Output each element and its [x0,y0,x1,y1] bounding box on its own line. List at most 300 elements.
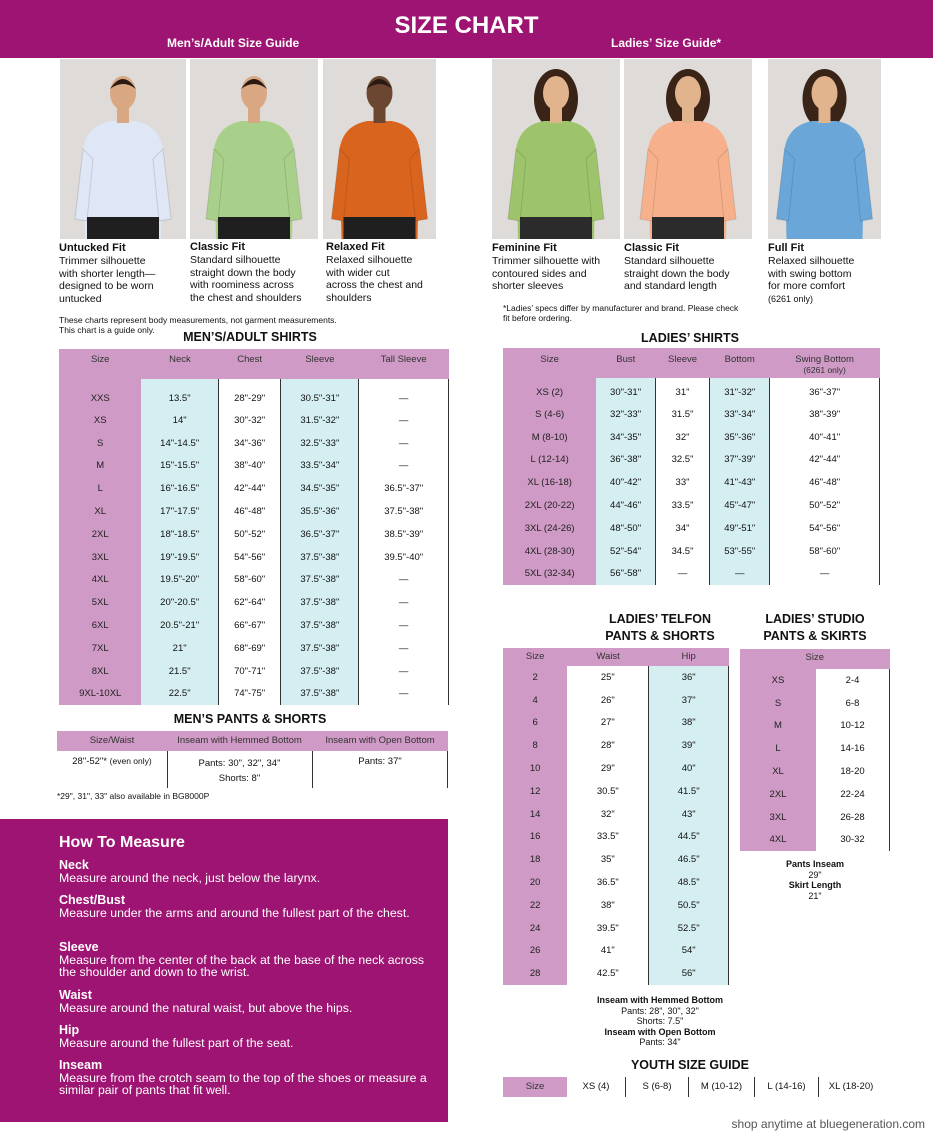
pants-hemmed-line: Pants: 30", 32", 34" [198,758,281,769]
table-cell: 56" [649,962,729,985]
table-row [503,734,729,757]
telfon-title-line: LADIES’ TELFON [608,612,712,626]
table-cell: 50.5" [649,894,729,917]
table-cell: 39.5" [567,917,648,940]
table-cell: XS [740,669,816,692]
table-cell: 33.5"-34" [281,455,359,478]
telfon-note: Inseam with Hemmed Bottom [596,995,724,1005]
ladies-shirts-table [503,348,880,585]
fit-desc-line: straight down the body [624,267,730,280]
table-row [740,760,890,783]
table-cell: 31.5"-32" [281,409,359,432]
fit-caption-classic-mens [190,241,325,305]
table-cell: 4XL [740,829,816,852]
table-cell: 34.5"-35" [281,477,359,500]
mens-shirts-table [59,349,449,705]
mens-pants-title: MEN’S PANTS & SHORTS [173,712,327,726]
fit-desc-line: across the chest and [326,279,423,292]
table-cell: 52"-54" [596,540,655,563]
table-cell: — [359,660,449,683]
table-cell: 37.5"-38" [281,591,359,614]
fit-desc-line: shoulders [326,292,372,305]
table-cell: 32.5"-33" [281,432,359,455]
table-row [503,894,729,917]
table-cell: 37.5"-38" [359,500,449,523]
photo-classic-fit-ladies [624,59,752,239]
table-cell: S [59,432,141,455]
table-cell: 20 [503,871,567,894]
column-header: Chest [218,349,281,379]
table-cell: 18 [503,848,567,871]
pants-footnote: *29", 31", 33" also available in BG8000P [57,791,210,801]
youth-size-cell: S (6-8) [626,1077,689,1097]
table-cell: 46.5" [649,848,729,871]
studio-note: Skirt Length [788,880,842,890]
table-cell: 37.5"-38" [281,660,359,683]
table-row [503,449,880,472]
table-cell: 56"-58" [596,563,655,586]
column-header: Bust [596,348,655,378]
footer-url: shop anytime at bluegeneration.com [731,1117,925,1131]
table-cell: 32.5" [655,449,709,472]
measure-text: Measure from the center of the back at the base of the neck across the shoulder and down to the wrist. [59,952,425,979]
youth-size-cell: XL (18-20) [828,1081,874,1092]
fit-desc-line: Standard silhouette [190,253,281,266]
measure-item-neck [59,859,429,884]
table-row [503,517,880,540]
column-header: Bottom [710,348,770,378]
table-cell: 38" [649,712,729,735]
fit-desc-line: the chest and shoulders [190,292,302,305]
table-cell: 37.5"-38" [281,546,359,569]
pants-hemmed-cell [167,756,312,786]
fit-caption-feminine [492,242,622,293]
table-cell: 44.5" [649,826,729,849]
studio-note: 21" [808,890,822,901]
table-row [59,409,449,432]
table-row [503,403,880,426]
table-cell: 37.5"-38" [281,683,359,706]
photo-full-fit [768,59,881,239]
table-row [503,689,729,712]
table-cell: 3XL [740,806,816,829]
table-cell: 8 [503,734,567,757]
mens-pants-table [57,731,448,788]
table-cell: 25" [567,666,648,689]
table-cell: XL (16-18) [503,471,596,494]
table-cell: 2XL [740,783,816,806]
fit-caption-untucked [59,242,189,306]
fit-name: Classic Fit [624,242,680,254]
column-header: Sleeve [655,348,709,378]
table-row [740,737,890,760]
table-row [59,523,449,546]
table-cell: 17"-17.5" [141,500,218,523]
table-row [59,432,449,455]
table-cell: 36.5" [567,871,648,894]
table-cell: 54"-56" [218,546,281,569]
note-line: *Ladies’ specs differ by manufacturer and brand. Please check [503,303,739,313]
table-row [59,569,449,592]
studio-title-line: PANTS & SKIRTS [763,629,867,643]
telfon-note: Pants: 28", 30", 32" [621,1005,699,1016]
studio-note: 29" [808,869,822,880]
measure-name: Neck [59,858,89,872]
column-subheader: (6261 only) [803,365,846,375]
table-cell: 38"-40" [218,455,281,478]
table-row [59,546,449,569]
table-cell: 8XL [59,660,141,683]
table-cell: XL [740,760,816,783]
note-line: These charts represent body measurements, not garment measurements. [59,315,337,325]
table-cell: — [359,455,449,478]
table-cell: 6 [503,712,567,735]
table-cell: 30-32 [816,829,890,852]
youth-table [503,1077,883,1097]
table-cell: 2-4 [816,669,890,692]
table-cell: 54"-56" [770,517,880,540]
column-header: Hip [649,648,729,666]
fit-desc-line: Standard silhouette [624,254,715,267]
table-cell: S (4-6) [503,403,596,426]
table-cell: 26 [503,940,567,963]
youth-title: YOUTH SIZE GUIDE [630,1058,750,1072]
fit-name: Untucked Fit [59,242,126,254]
table-cell: 32" [567,803,648,826]
table-cell: 41" [567,940,648,963]
table-cell: 48.5" [649,871,729,894]
table-cell: 12 [503,780,567,803]
table-cell: 66"-67" [218,614,281,637]
table-cell: 28 [503,962,567,985]
studio-note: Pants Inseam [785,859,845,869]
table-row [503,666,729,689]
table-cell: 2XL [59,523,141,546]
how-to-measure-panel [0,819,448,1122]
table-cell: 32" [655,426,709,449]
youth-size-label: Size [503,1077,567,1097]
studio-table [740,649,890,851]
header-banner [0,0,933,58]
ladies-shirts-title: LADIES’ SHIRTS [641,331,739,345]
table-row [503,494,880,517]
fit-caption-classic-ladies [624,242,759,293]
table-cell: 32"-33" [596,403,655,426]
measure-item-inseam [59,1059,429,1097]
table-cell: 3XL (24-26) [503,517,596,540]
table-cell: 28" [567,734,648,757]
table-cell: 30.5" [567,780,648,803]
table-cell: 35" [567,848,648,871]
column-header: Neck [141,349,218,379]
table-cell: 58"-60" [218,569,281,592]
table-cell: M (8-10) [503,426,596,449]
pants-header-hemmed: Inseam with Hemmed Bottom [177,735,302,746]
table-cell: 22 [503,894,567,917]
table-cell: 22-24 [816,783,890,806]
table-cell: 40"-41" [770,426,880,449]
table-cell: 2 [503,666,567,689]
table-row [503,962,729,985]
fit-desc-line: with shorter length— [59,267,156,280]
table-cell: — [359,379,449,409]
table-cell: 53"-55" [710,540,770,563]
table-cell: 22.5" [141,683,218,706]
header-row [503,648,729,666]
table-cell: 70"-71" [218,660,281,683]
table-cell: 34"-36" [218,432,281,455]
measure-item-hip [59,1024,429,1049]
table-cell: 36"-37" [770,378,880,403]
mens-guide-label: Men’s/Adult Size Guide [167,36,300,50]
table-row [503,471,880,494]
table-cell: 49"-51" [710,517,770,540]
table-cell: 40"-42" [596,471,655,494]
table-cell: 36" [649,666,729,689]
photo-classic-fit-mens [190,59,318,239]
measure-name: Chest/Bust [59,893,125,907]
table-cell: 21" [141,637,218,660]
youth-size-cell: L (14-16) [755,1077,819,1097]
table-cell: 39" [649,734,729,757]
table-row [59,614,449,637]
header-row [503,348,880,378]
table-cell: — [359,683,449,706]
table-cell: 20.5"-21" [141,614,218,637]
table-cell: 26" [567,689,648,712]
table-cell: 6-8 [816,692,890,715]
table-row [503,940,729,963]
table-row [740,783,890,806]
studio-notes [740,859,890,901]
telfon-note: Inseam with Open Bottom [604,1026,716,1037]
how-to-measure-title: How To Measure [59,834,185,851]
table-cell: 42"-44" [770,449,880,472]
telfon-title-line: PANTS & SHORTS [605,629,715,643]
measure-text: Measure from the crotch seam to the top of the shoes or measure a similar pair of pants that fit well. [59,1070,427,1097]
fit-desc-line: and standard length [624,280,717,293]
table-row [503,757,729,780]
table-cell: 36"-38" [596,449,655,472]
fit-name: Full Fit [768,242,805,254]
table-row [59,660,449,683]
table-row [503,563,880,586]
table-cell: XS [59,409,141,432]
table-cell: 31" [655,378,709,403]
table-cell: 36.5"-37" [281,523,359,546]
fit-desc-line: Relaxed silhouette [768,254,855,267]
table-row [740,829,890,852]
fit-desc-line: with wider cut [326,266,390,279]
pants-size-value: 28"-52"* [72,756,108,767]
measure-name: Waist [59,988,92,1002]
table-cell: 41"-43" [710,471,770,494]
table-cell: 37" [649,689,729,712]
table-cell: 18-20 [816,760,890,783]
fit-name: Relaxed Fit [326,241,385,253]
header-row [740,649,890,669]
table-row [503,826,729,849]
table-row [503,426,880,449]
fit-desc-line: untucked [59,293,102,306]
table-cell: — [359,569,449,592]
header-row [59,349,449,379]
studio-title [730,611,900,645]
table-cell: — [655,563,709,586]
table-cell: 41.5" [649,780,729,803]
column-header: Size [503,348,596,378]
studio-title-line: LADIES’ STUDIO [765,612,865,626]
table-cell: 15"-15.5" [141,455,218,478]
mens-shirts-title: MEN’S/ADULT SHIRTS [183,330,317,344]
table-row [59,637,449,660]
table-cell: 38.5"-39" [359,523,449,546]
table-cell: XS (2) [503,378,596,403]
fit-desc-line: Trimmer silhouette [59,254,146,267]
youth-size-cell: M (10-12) [689,1077,755,1097]
pants-hemmed-line: Shorts: 8" [218,773,261,784]
note-line: This chart is a guide only. [59,325,155,335]
table-row [503,780,729,803]
fit-name: Classic Fit [190,241,246,253]
table-cell: 43" [649,803,729,826]
table-cell: 35"-36" [710,426,770,449]
photo-relaxed-fit [323,59,436,239]
table-cell: 13.5" [141,379,218,409]
table-cell: 5XL [59,591,141,614]
fit-desc-line: shorter sleeves [492,280,564,293]
table-cell: 9XL-10XL [59,683,141,706]
table-cell: 16"-16.5" [141,477,218,500]
table-cell: 5XL (32-34) [503,563,596,586]
table-cell: 30"-32" [218,409,281,432]
table-cell: 6XL [59,614,141,637]
measure-item-waist [59,989,429,1014]
table-cell: — [359,637,449,660]
pants-header-open: Inseam with Open Bottom [325,735,435,746]
fit-caption-full [768,242,888,306]
table-row [740,692,890,715]
table-cell: 21.5" [141,660,218,683]
table-cell: 34.5" [655,540,709,563]
table-cell: 10-12 [816,715,890,738]
table-cell: 31"-32" [710,378,770,403]
table-cell: 50"-52" [218,523,281,546]
fit-name: Feminine Fit [492,242,557,254]
table-cell: 38" [567,894,648,917]
table-cell: 19"-19.5" [141,546,218,569]
table-row [740,806,890,829]
table-cell: 62"-64" [218,591,281,614]
table-cell: 74"-75" [218,683,281,706]
table-cell: 30"-31" [596,378,655,403]
table-cell: 52.5" [649,917,729,940]
table-cell: 7XL [59,637,141,660]
table-cell: 34" [655,517,709,540]
pants-size-cell [57,756,167,767]
table-cell: 3XL [59,546,141,569]
page-title: SIZE CHART [394,12,539,39]
table-cell: 4 [503,689,567,712]
column-header: Size [740,649,890,669]
table-row [503,871,729,894]
table-cell: M [59,455,141,478]
telfon-note: Pants: 34" [639,1037,681,1047]
table-cell: 37.5"-38" [281,569,359,592]
table-cell: — [710,563,770,586]
measure-item-chest [59,894,429,919]
telfon-table [503,648,729,985]
table-cell: M [740,715,816,738]
ladies-guide-label: Ladies’ Size Guide* [611,36,722,50]
fit-desc-line: Trimmer silhouette with [492,254,601,267]
table-row [59,591,449,614]
table-row [59,683,449,706]
table-cell: XXS [59,379,141,409]
table-cell: 37.5"-38" [281,637,359,660]
table-row [503,803,729,826]
fit-desc-line: for more comfort [768,280,846,293]
measure-name: Inseam [59,1058,103,1072]
table-cell: 31.5" [655,403,709,426]
table-row [740,715,890,738]
fit-caption-relaxed [326,241,446,305]
table-cell: L [740,737,816,760]
table-cell: 20"-20.5" [141,591,218,614]
youth-size-cell: XS (4) [567,1077,626,1097]
telfon-note: Shorts: 7.5" [636,1016,684,1026]
column-header: Sleeve [281,349,359,379]
fit-desc-line: with swing bottom [768,267,852,280]
table-cell: — [359,432,449,455]
table-cell: 33" [655,471,709,494]
table-cell: 14 [503,803,567,826]
fit-desc-line: contoured sides and [492,267,587,280]
table-cell: XL [59,500,141,523]
table-row [59,379,449,409]
pants-header-size: Size/Waist [89,735,135,746]
table-cell: — [359,614,449,637]
measure-text: Measure around the fullest part of the seat. [59,1035,294,1050]
table-row [59,455,449,478]
fit-desc-line: Relaxed silhouette [326,253,413,266]
column-header: Waist [567,648,648,666]
table-cell: 33.5" [655,494,709,517]
table-cell: 10 [503,757,567,780]
table-cell: — [770,563,880,586]
table-cell: 18"-18.5" [141,523,218,546]
table-row [503,917,729,940]
ladies-spec-note [503,303,883,323]
column-header: Swing Bottom (6261 only) [770,348,880,378]
table-row [740,669,890,692]
column-header: Size [503,648,567,666]
table-cell: 37"-39" [710,449,770,472]
table-cell: 24 [503,917,567,940]
table-cell: 19.5"-20" [141,569,218,592]
table-cell: 36.5"-37" [359,477,449,500]
table-cell: 54" [649,940,729,963]
table-cell: — [359,591,449,614]
table-cell: 44"-46" [596,494,655,517]
table-cell: L [59,477,141,500]
table-cell: 39.5"-40" [359,546,449,569]
table-row [503,848,729,871]
pants-size-note: (even only) [109,756,152,766]
table-row [503,540,880,563]
measure-item-sleeve [59,941,429,979]
table-cell: 16 [503,826,567,849]
